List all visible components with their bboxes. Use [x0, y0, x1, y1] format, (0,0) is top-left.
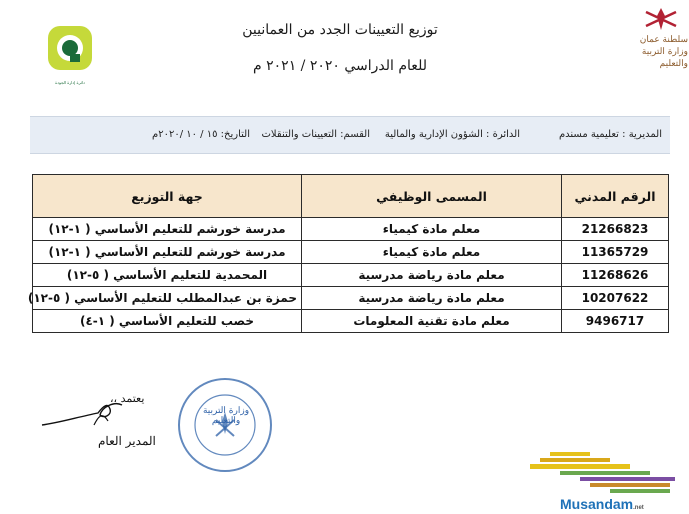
page-title: توزيع التعيينات الجدد من العمانيين — [242, 22, 438, 38]
stamp-text: وزارة التربية والتعليم — [202, 406, 250, 426]
job-title-cell: معلم مادة كيمياء — [302, 218, 562, 241]
table-row — [33, 218, 669, 241]
table-row — [33, 264, 669, 287]
column-header-civil-id: الرقم المدني — [562, 175, 669, 218]
director-general-title: المدير العام — [98, 434, 156, 448]
assignments-table — [27, 174, 669, 333]
table-row — [33, 310, 669, 333]
info-bar — [30, 116, 670, 154]
job-title-cell: معلم مادة كيمياء — [302, 241, 562, 264]
column-header-assignment: جهة التوزيع — [33, 175, 302, 218]
assignment-cell: حمزة بن عبدالمطلب للتعليم الأساسي ( ٥-١٢) — [33, 287, 302, 310]
watermark-graphic — [530, 448, 680, 494]
assignment-cell: مدرسة خورشم للتعليم الأساسي ( ١-١٢) — [33, 241, 302, 264]
table-row — [33, 241, 669, 264]
department-label: الدائرة : الشؤون الإدارية والمالية — [384, 129, 520, 140]
ministry-logo-text: سلطنة عمان وزارة التربية والتعليم — [639, 35, 688, 69]
civil-id-cell: 9496717 — [562, 310, 669, 333]
handwritten-signature — [38, 395, 128, 435]
civil-id-cell: 10207622 — [562, 287, 669, 310]
job-title-cell: معلم مادة رياضة مدرسية — [302, 264, 562, 287]
section-label: القسم: التعيينات والتنقلات — [261, 129, 370, 140]
job-title-cell: معلم مادة رياضة مدرسية — [302, 287, 562, 310]
watermark-text: Musandam.net — [560, 496, 644, 512]
job-title-cell: معلم مادة تقنية المعلومات — [302, 310, 562, 333]
directorate-label: المديرية : تعليمية مسندم — [558, 129, 662, 140]
logo-caption: دائرة إدارة الجودة — [55, 80, 85, 85]
ministry-emblem-icon — [636, 6, 686, 32]
date-label: التاريخ: ١٥ / ١٠ /٢٠٢٠م — [152, 129, 250, 140]
assignment-cell: خصب للتعليم الأساسي ( ١-٤) — [33, 310, 302, 333]
quality-logo-icon — [40, 24, 100, 80]
column-header-job-title: المسمى الوظيفي — [302, 175, 562, 218]
page-subtitle: للعام الدراسي ٢٠٢٠ / ٢٠٢١ م — [253, 58, 427, 74]
civil-id-cell: 21266823 — [562, 218, 669, 241]
civil-id-cell: 11365729 — [562, 241, 669, 264]
table-header-row — [33, 175, 669, 218]
assignment-cell: مدرسة خورشم للتعليم الأساسي ( ١-١٢) — [33, 218, 302, 241]
civil-id-cell: 11268626 — [562, 264, 669, 287]
assignment-cell: المحمدية للتعليم الأساسي ( ٥-١٢) — [33, 264, 302, 287]
approval-label: يعتمد ،، — [110, 392, 145, 405]
table-row — [33, 287, 669, 310]
